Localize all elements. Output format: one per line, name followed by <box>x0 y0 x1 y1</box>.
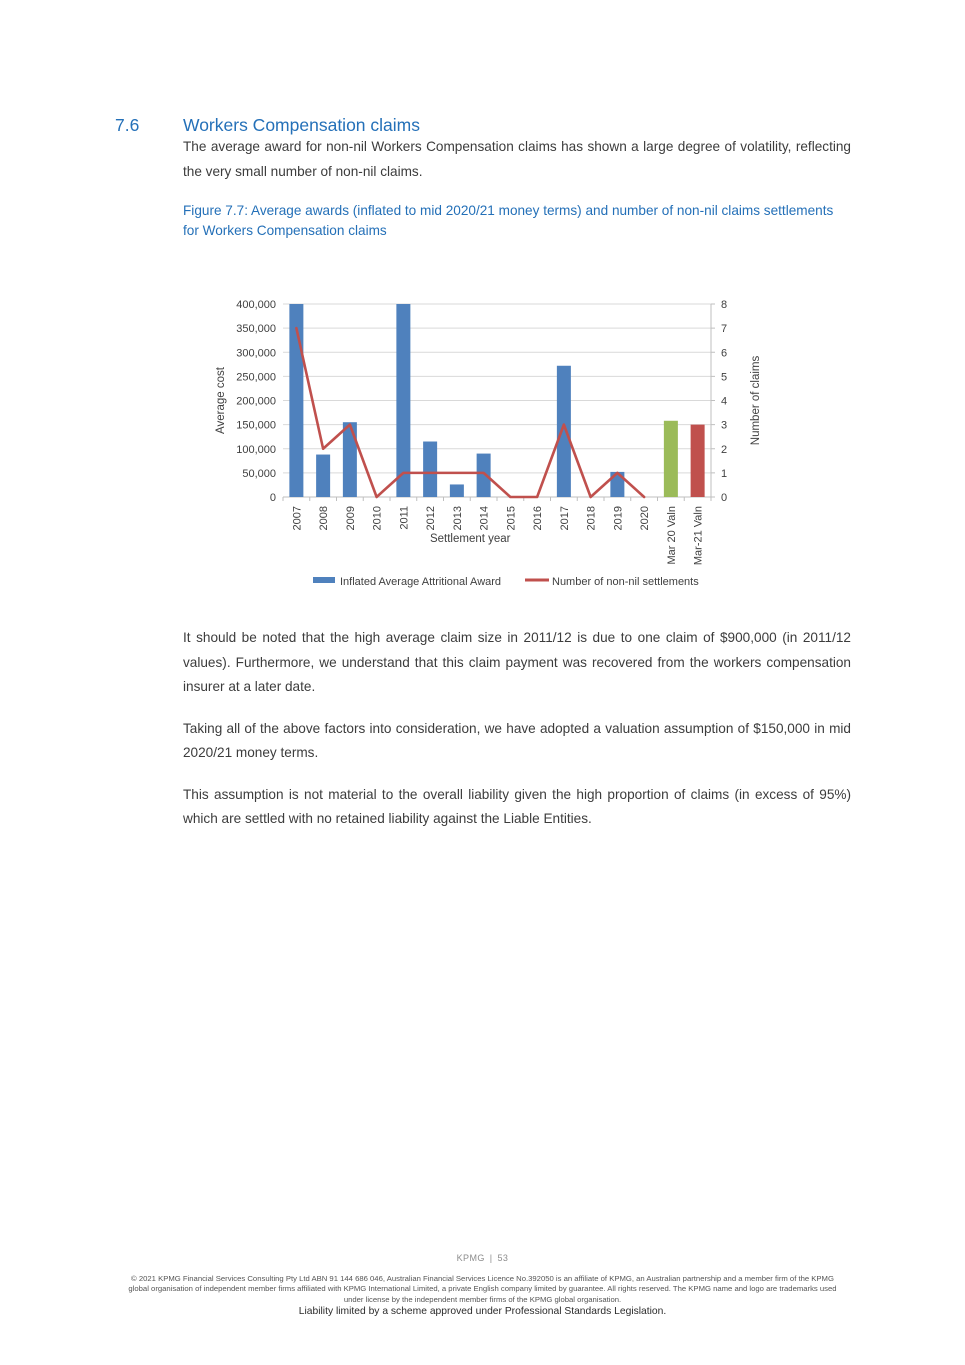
page-footer <box>0 1253 965 1317</box>
x-axis-label-Mar-21 Valn: Mar-21 Valn <box>692 506 705 566</box>
bar-2013 <box>450 484 464 497</box>
right-axis-tick: 5 <box>721 371 728 384</box>
x-axis-label-2019: 2019 <box>612 506 625 531</box>
x-axis-label-2015: 2015 <box>505 506 518 531</box>
x-axis-label-2012: 2012 <box>425 506 438 531</box>
bar-Mar 20 Valn <box>664 421 678 497</box>
right-axis-tick: 7 <box>721 323 728 336</box>
section-number: 7.6 <box>115 115 140 135</box>
left-axis-tick: 350,000 <box>236 323 276 336</box>
right-axis-tick: 6 <box>721 347 728 360</box>
right-axis-tick: 4 <box>721 395 728 408</box>
bar-2008 <box>316 455 330 497</box>
footer-page-number: 53 <box>497 1253 509 1263</box>
x-axis-label-2016: 2016 <box>532 506 545 531</box>
right-axis-tick: 8 <box>721 299 728 311</box>
bar-2017 <box>557 366 571 497</box>
x-axis-label-2011: 2011 <box>398 506 411 530</box>
right-axis-tick: 3 <box>721 419 728 432</box>
bar-2011 <box>396 304 410 497</box>
figure-7-7-chart <box>213 289 778 600</box>
right-axis-tick: 2 <box>721 443 728 456</box>
footer-separator: | <box>489 1253 493 1263</box>
bar-2012 <box>423 442 437 497</box>
left-axis-tick: 200,000 <box>236 395 276 408</box>
section-title: Workers Compensation claims <box>183 115 420 135</box>
left-axis-tick: 150,000 <box>236 419 276 432</box>
x-axis-label-2018: 2018 <box>585 506 598 531</box>
bar-Mar-21 Valn <box>691 425 705 497</box>
page-number-line <box>0 1253 965 1263</box>
x-axis-label-2007: 2007 <box>291 506 304 531</box>
section-heading <box>115 115 965 135</box>
bar-2009 <box>343 422 357 497</box>
left-axis-tick: 0 <box>269 492 276 504</box>
left-axis-title: Average cost <box>215 367 227 434</box>
x-axis-label-2010: 2010 <box>371 506 384 531</box>
left-axis-tick: 300,000 <box>236 347 276 360</box>
x-axis-label-2020: 2020 <box>639 506 652 531</box>
x-axis-label-2009: 2009 <box>344 506 357 531</box>
left-axis-tick: 100,000 <box>236 443 276 456</box>
body-paragraph-2: Taking all of the above factors into consideration, we have adopted a valuation assumption of $150,000 in mid 2020/21 money terms. <box>183 720 851 760</box>
footer-brand: KPMG <box>456 1253 485 1263</box>
left-axis-tick: 250,000 <box>236 371 276 384</box>
intro-paragraph: The average award for non-nil Workers Compensation claims has shown a large degree of volatility, reflecting the very small number of non-nil claims. <box>183 139 851 179</box>
figure-caption: Figure 7.7: Average awards (inflated to mid 2020/21 money terms) and number of non-nil claims settlements for Workers Compensation claims <box>183 203 834 238</box>
left-axis-tick: 50,000 <box>242 467 276 480</box>
x-axis-label-2013: 2013 <box>451 506 464 531</box>
legend-bar-swatch <box>313 577 335 583</box>
x-axis-label-Mar 20 Valn: Mar 20 Valn <box>665 506 678 565</box>
legend-line-label: Number of non-nil settlements <box>552 576 699 588</box>
x-axis-label-2017: 2017 <box>558 506 571 531</box>
legend-bar-label: Inflated Average Attritional Award <box>340 576 502 588</box>
left-axis-tick: 400,000 <box>236 299 276 311</box>
body-paragraphs <box>183 626 851 832</box>
right-axis-tick: 1 <box>721 467 728 480</box>
body-paragraph-3: This assumption is not material to the overall liability given the high proportion of claims (in excess of 95%) which are settled with no retained liability against the Liable Entities. <box>183 786 851 826</box>
right-axis-tick: 0 <box>721 492 728 504</box>
x-axis-label-2014: 2014 <box>478 506 491 531</box>
chart-svg <box>213 289 778 595</box>
bar-2014 <box>477 454 491 497</box>
chart-legend <box>313 576 699 588</box>
x-axis-label-2008: 2008 <box>318 506 331 531</box>
body-paragraph-1: It should be noted that the high average claim size in 2011/12 is due to one claim of $900,000 (in 2011/12 values). Furthermore, we understand that this claim payment was recovered from the workers compensation insurer at a later date. <box>183 630 851 694</box>
text-column <box>183 135 851 832</box>
x-axis-title: Settlement year <box>429 533 511 545</box>
footer-liability-text: Liability limited by a scheme approved under Professional Standards Legislation. <box>298 1306 667 1318</box>
right-axis-title: Number of claims <box>750 355 762 446</box>
footer-legal-text: © 2021 KPMG Financial Services Consulting Pty Ltd ABN 91 144 686 046, Australian Financial Services Licence No.392050 is an affiliate of KPMG, an Australian partnership and a member firm of the KPMG global organisation of independent member firms affiliated with KPMG International Limited, a private English company limited by guarantee. All rights reserved. The KPMG name and logo are trademarks used under license by the independent member firms of the KPMG global organisation. <box>128 1274 837 1304</box>
